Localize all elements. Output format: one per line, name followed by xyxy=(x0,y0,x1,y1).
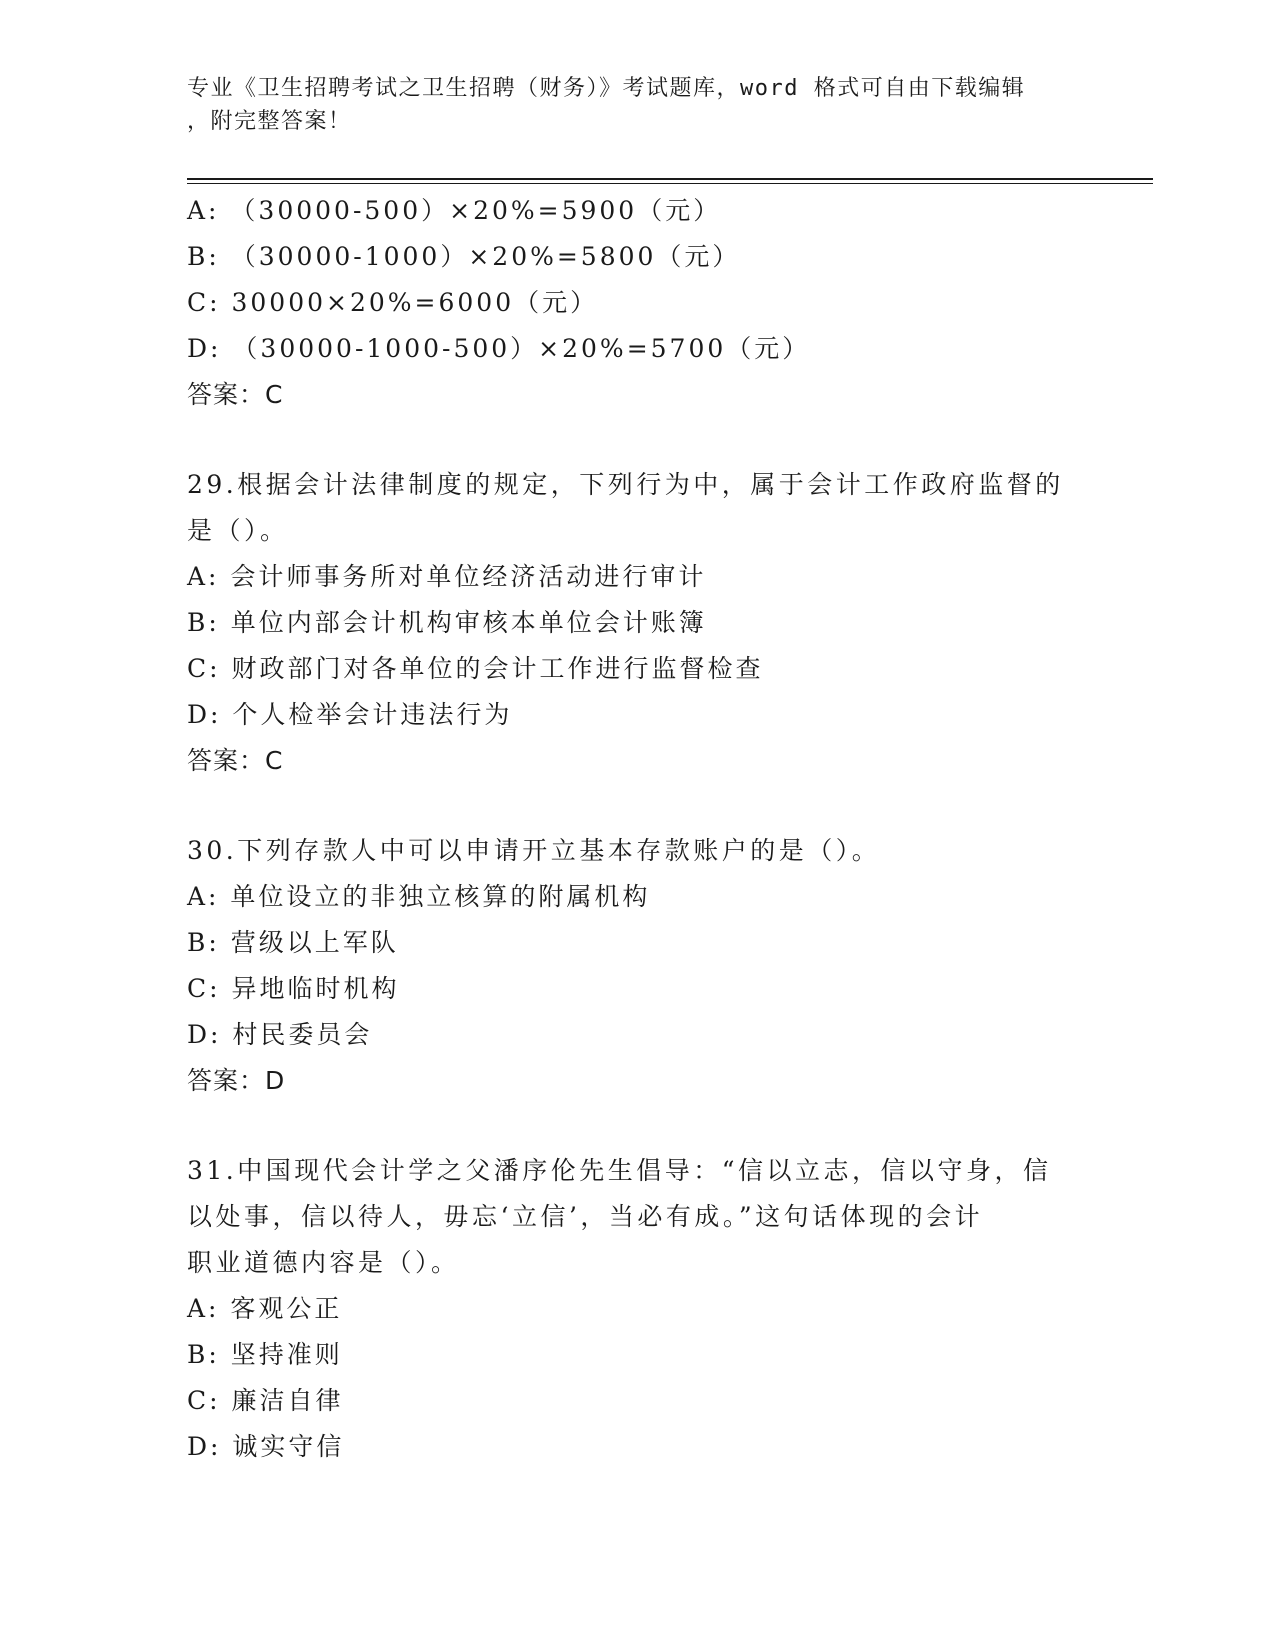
option-d: D: 诚实守信 xyxy=(187,1432,345,1461)
header-divider-thick xyxy=(187,178,1153,180)
option-c: C: 财政部门对各单位的会计工作进行监督检查 xyxy=(187,654,764,683)
option-d: D: 村民委员会 xyxy=(187,1020,373,1049)
option-b: B: 单位内部会计机构审核本单位会计账簿 xyxy=(187,608,707,637)
header-line-1: 专业《卫生招聘考试之卫生招聘（财务）》考试题库，word 格式可自由下载编辑 xyxy=(187,76,1026,101)
option-c: C: 30000×20%=6000（元） xyxy=(187,288,599,317)
option-a: A: 客观公正 xyxy=(187,1294,343,1323)
question-text: 30.下列存款人中可以申请开立基本存款账户的是（）。 xyxy=(187,836,881,865)
option-a: A: 单位设立的非独立核算的附属机构 xyxy=(187,882,651,911)
question-29 xyxy=(187,462,1087,784)
question-text: 职业道德内容是（）。 xyxy=(187,1248,460,1277)
question-text: 是（）。 xyxy=(187,516,289,545)
answer: 答案：C xyxy=(187,380,284,409)
question-list xyxy=(187,188,1087,1470)
option-c: C: 异地临时机构 xyxy=(187,974,400,1003)
question-text: 以处事，信以待人，毋忘‘立信’，当必有成。”这句话体现的会计 xyxy=(187,1202,984,1231)
answer: 答案：C xyxy=(187,746,284,775)
answer: 答案：D xyxy=(187,1066,286,1095)
question-text: 31.中国现代会计学之父潘序伦先生倡导：“信以立志，信以守身，信 xyxy=(187,1156,1052,1185)
question-31 xyxy=(187,1148,1087,1470)
option-d: D: 个人检举会计违法行为 xyxy=(187,700,513,729)
option-b: B: 坚持准则 xyxy=(187,1340,343,1369)
option-c: C: 廉洁自律 xyxy=(187,1386,344,1415)
header-divider-thin xyxy=(187,183,1153,184)
option-b: B: （30000-1000）×20%=5800（元） xyxy=(187,242,741,271)
header-line-2: ，附完整答案！ xyxy=(187,109,352,134)
question-text: 29.根据会计法律制度的规定，下列行为中，属于会计工作政府监督的 xyxy=(187,470,1064,499)
option-a: A: 会计师事务所对单位经济活动进行审计 xyxy=(187,562,707,591)
option-b: B: 营级以上军队 xyxy=(187,928,399,957)
document-header xyxy=(187,72,1067,138)
option-d: D: （30000-1000-500）×20%=5700（元） xyxy=(187,334,811,363)
option-a: A: （30000-500）×20%=5900（元） xyxy=(187,196,722,225)
question-30 xyxy=(187,828,1087,1104)
question-28 xyxy=(187,188,1087,418)
